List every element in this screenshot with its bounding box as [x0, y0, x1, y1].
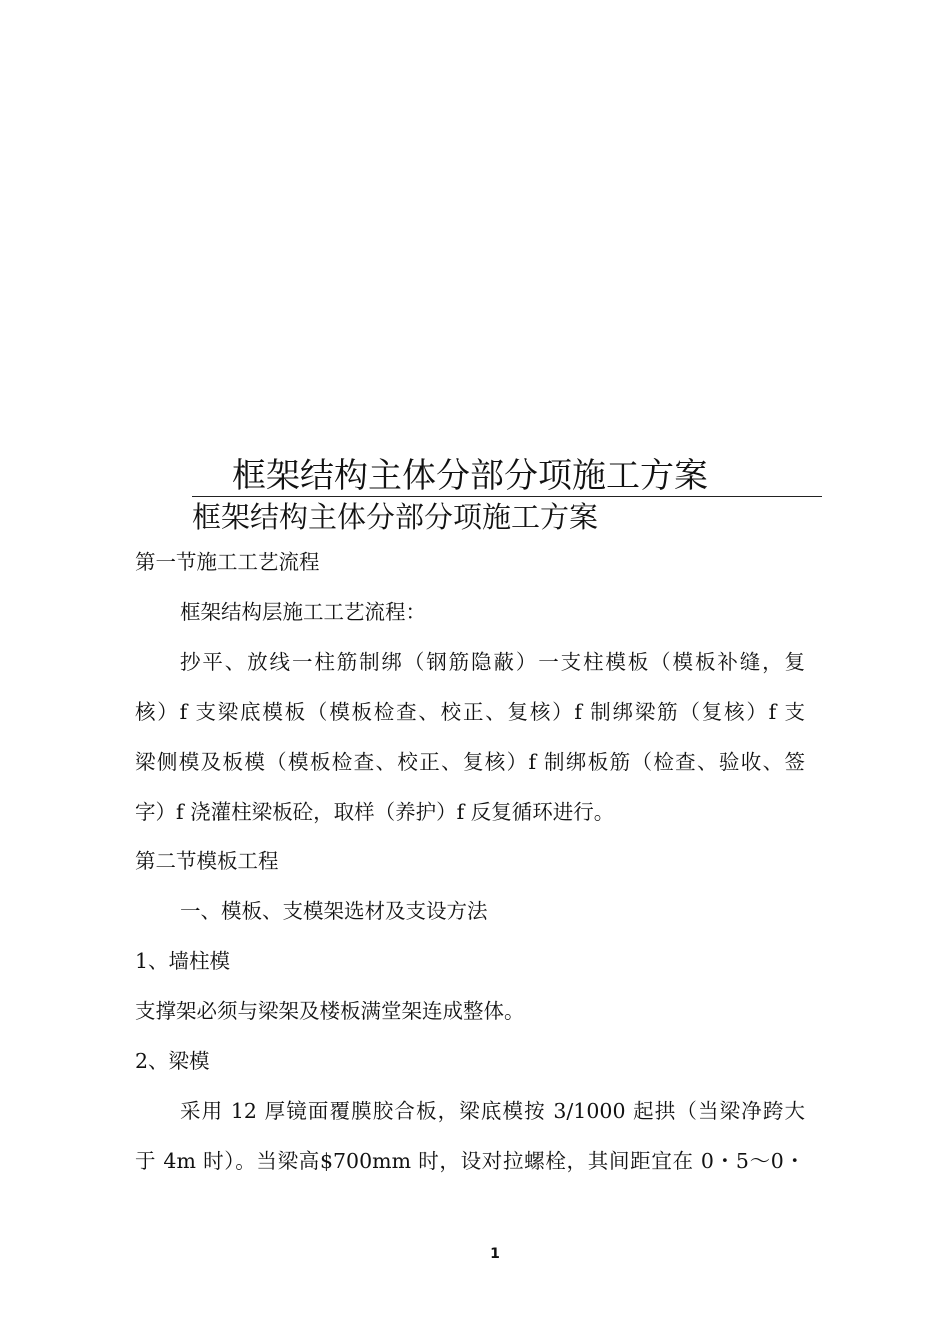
paragraph-line: 核）f 支梁底模板（模板检查、校正、复核）f 制绑梁筋（复核）f 支 [135, 700, 805, 724]
subsection-heading: 一、模板、支模架选材及支设方法 [180, 899, 488, 923]
paragraph-line: 抄平、放线一柱筋制绑（钢筋隐蔽）一支柱模板（模板补缝，复 [180, 650, 805, 674]
document-title: 框架结构主体分部分项施工方案 [192, 500, 599, 534]
item-heading: 1、墙柱模 [135, 949, 231, 973]
paragraph-line: 于 4m 时）。当梁高$700mm 时，设对拉螺栓，其间距宜在 0・5〜0・ [135, 1149, 805, 1173]
page-number: 1 [490, 1246, 500, 1262]
section-heading-2: 第二节模板工程 [135, 849, 279, 873]
paragraph-line: 框架结构层施工工艺流程： [180, 600, 426, 624]
item-heading: 2、梁模 [135, 1049, 210, 1073]
section-heading-1: 第一节施工工艺流程 [135, 550, 320, 574]
paragraph-line: 支撑架必须与梁架及楼板满堂架连成整体。 [135, 999, 525, 1023]
paragraph-line: 采用 12 厚镜面覆膜胶合板，梁底模按 3/1000 起拱（当梁净跨大 [180, 1099, 805, 1123]
paragraph-line: 字）f 浇灌柱梁板砼，取样（养护）f 反复循环进行。 [135, 800, 615, 824]
paragraph-line: 梁侧模及板模（模板检查、校正、复核）f 制绑板筋（检查、验收、签 [135, 750, 805, 774]
header-title: 框架结构主体分部分项施工方案 [192, 456, 822, 497]
